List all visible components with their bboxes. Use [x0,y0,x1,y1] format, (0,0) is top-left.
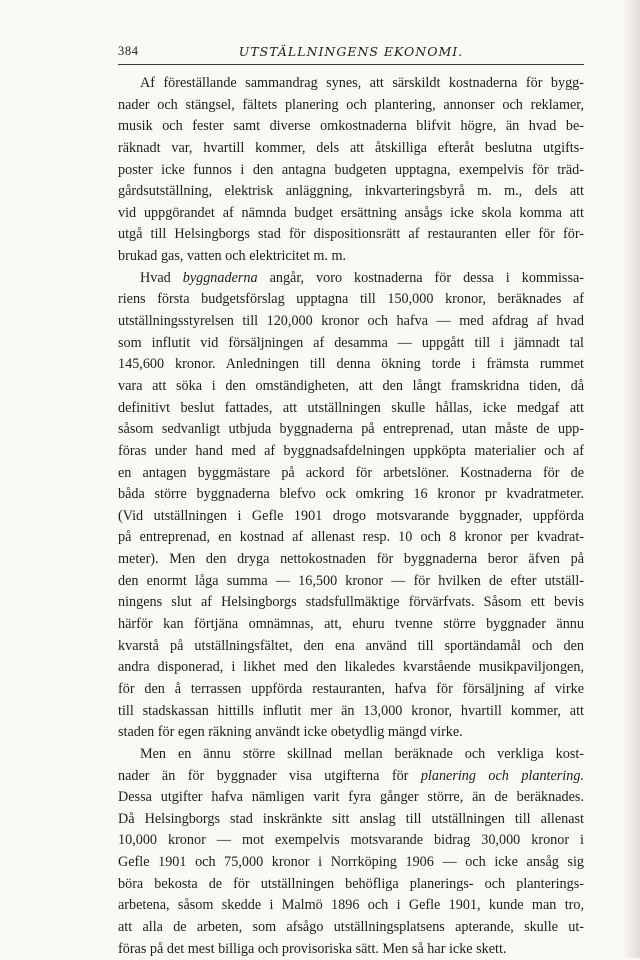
text-line: Gefle 1901 och 75,000 kronor i Norrköping 1906 — och icke ansåg sig [118,854,584,871]
text-line: Af föreställande sammandrag synes, att särskildt kostnaderna för bygg- [140,75,584,91]
emphasis-planering: planering och plantering. [420,767,584,784]
text-line: den enormt låga summa — 16,500 kronor — för hvilken de efter utställ- [118,572,584,589]
text-line: andra disponerad, i likhet med den likaledes kvarstående musikpaviljongen, [118,659,584,676]
text-line: Då Helsingborgs stad inskränkte sitt anslag till utställningen till allenast [118,810,584,827]
text-line: vid uppgörandet af nämnda budget ersättning ansågs icke skola komma att [118,204,584,221]
text-line: båda större byggnaderna blefvo ock omkring 16 kronor pr kvadratmeter. [118,486,584,503]
text-line: nader och stängsel, fältets planering och plantering, annonser och reklamer, [118,96,584,113]
text-line: på entreprenad, en kostnad af allenast resp. 10 och 8 kronor per kvadrat- [118,529,584,546]
text-line: utgå till Helsingborgs stad för dispositionsrätt af restauranten eller för för- [118,226,584,243]
running-title: UTSTÄLLNINGENS EKONOMI. [238,44,464,59]
text-line: gårdsutställning, elektrisk anläggning, inkvarteringsbyrå m. m., dels att [118,183,584,200]
text-line: (Vid utställningen i Gefle 1901 drogo motsvarande byggnader, uppförda [118,507,584,524]
text-run: nader än för byggnader visa utgifterna för [118,767,421,784]
text-line: staden för egen räkning användt icke obetydlig mängd virke. [118,724,463,741]
text-line: ningens slut af Helsingborgs stadsfullmäktige förvärfvats. Såsom ett bevis [118,594,584,611]
text-line: musik och fester samt diverse omkostnaderna blifvit högre, än hvad be- [118,118,584,135]
text-line: 145,600 kronor. Anledningen till denna ökning torde i främsta rummet [118,356,584,373]
text-line: Men en ännu större skillnad mellan beräknade och verkliga kost- [140,745,584,762]
text-line: definitivt beslut fattades, att utställningen skulle hållas, icke medgaf att [118,399,584,416]
text-line: riens första budgetsförslag upptagna till 150,000 kronor, beräknades af [118,291,584,308]
text-run: Hvad [140,269,183,286]
page-edge-shadow [622,0,640,958]
running-head [118,44,584,64]
text-line [118,268,584,290]
text-line: kvarstå på utställningsfältet, den ena använd till sportändamål och den [118,637,584,654]
text-line: för den å terrassen uppförda restauranten, hafva för försäljning af virke [118,680,584,697]
text-line: till stadskassan hittills influtit mer än 13,000 kronor, hvartill kommer, att [118,702,584,719]
text-line: att alla de arbeten, som afsågo utställningsplatsens apterande, skulle ut- [118,918,584,935]
text-line [118,766,584,788]
text-line: brukad gas, vatten och elektricitet m. m. [118,248,347,265]
text-line: räknadt var, hvartill kommer, dels att åtskilliga efteråt beslutna utgifts- [118,139,584,156]
text-line: en antagen byggmästare på ackord för arbetslöner. Kostnaderna för de [118,464,584,481]
text-line: föras under hand med af byggnadsafdelningen uppköpta materialier och af [118,442,584,459]
body-text [118,73,584,960]
text-line: utställningsstyrelsen till 120,000 kronor och hafva — med afdrag af hvad [118,313,584,330]
text-line: som influtit vid försäljningen af desamma — uppgått till i jämnadt tal [118,334,584,351]
emphasis-byggnaderna: byggnaderna [182,269,258,286]
page-number: 384 [118,44,139,58]
text-line: såsom sedvanligt utbjuda byggnaderna på entreprenad, utan måste de upp- [118,421,584,438]
text-line: föras på det mest billiga och provisoriska sätt. Men så har icke skett. [118,940,507,957]
text-line: meter). Men den dryga nettokostnaden för byggnaderna beror äfven på [118,551,584,568]
text-run: angår, voro kostnaderna för dessa i kommissa- [257,269,584,286]
text-line: böra bekosta de för utställningen behöfliga planerings- och planterings- [118,875,584,892]
text-line: 10,000 kronor — mot exempelvis motsvarande bidrag 30,000 kronor i [118,832,584,849]
text-line: poster icke funnos i den antagna budgeten upptagna, exempelvis för träd- [118,161,584,178]
text-line: arbetena, såsom skedde i Malmö 1896 och i Gefle 1901, kunde man tro, [118,897,584,914]
text-line: härför kan förtjäna omnämnas, att, ehuru tvenne större byggnader ännu [118,616,584,633]
text-line: Dessa utgifter hafva nämligen varit fyra gånger större, än de beräknades. [118,789,584,806]
header-rule [118,64,584,65]
text-line: vara att söka i den omständigheten, att den långt framskridna tiden, då [118,377,584,394]
